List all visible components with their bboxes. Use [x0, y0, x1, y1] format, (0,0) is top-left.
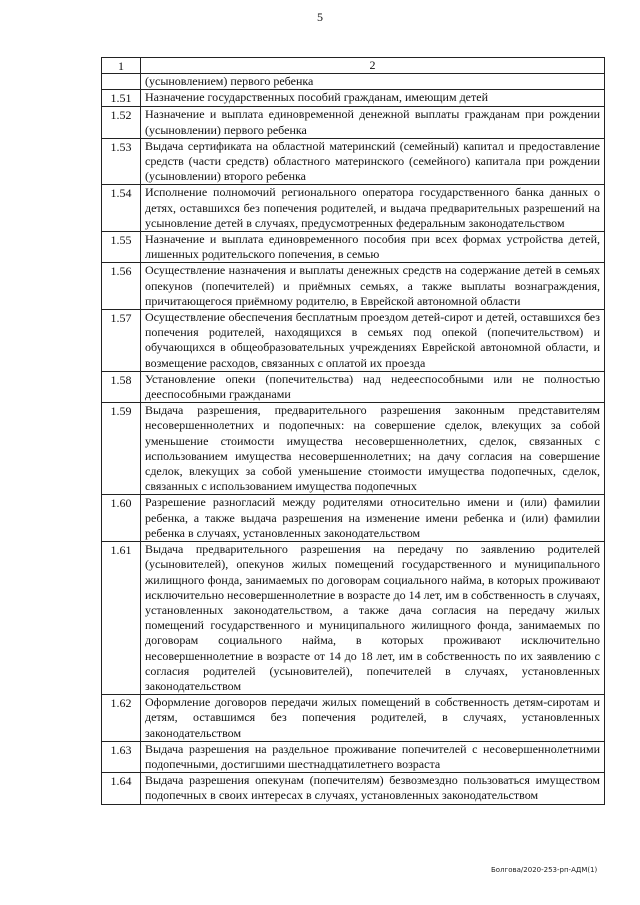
row-number: 1.62 — [102, 695, 141, 742]
row-text: Осуществление обеспечения бесплатным проездом детей-сирот и детей, оставшихся без попечения родителей, находящихся в семьях под опекой (попечительством) и обучающихся в общеобразовательных учреждениях Еврейской автономной области, и возмещение расходов, связанных с оплатой их проезда — [141, 310, 605, 372]
table-row — [102, 695, 605, 742]
row-text: Выдача разрешения опекунам (попечителям) безвозмездно пользоваться имуществом подопечных в своих интересах в случаях, установленных законодательством — [141, 773, 605, 804]
row-text: Выдача предварительного разрешения на передачу по заявлению родителей (усыновителей), опекунов жилых помещений государственного и муниципального жилищного фонда, занимаемых по договорам социального найма, в которых проживают исключительно несовершеннолетние в возрасте до 14 лет, им в собственность в случаях, установленных законодательством, а также дача согласия на передачу жилых помещений государственного и муниципального жилищного фонда, занимаемых по договорам социального найма, в которых проживают исключительно несовершеннолетние в возрасте от 14 до 18 лет, им в собственность по их заявлению с согласия родителей (усыновителей), попечителей в случаях, установленных законодательством — [141, 542, 605, 695]
table-row — [102, 741, 605, 772]
row-number: 1.52 — [102, 107, 141, 138]
table-row — [102, 495, 605, 542]
table-row — [102, 403, 605, 495]
table-row — [102, 138, 605, 185]
row-number: 1.61 — [102, 542, 141, 695]
row-number: 1.56 — [102, 263, 141, 310]
table-row — [102, 232, 605, 263]
row-text: Оформление договоров передачи жилых помещений в собственность детям-сиротам и детям, оставшимся без попечения родителей, в случаях, установленных законодательством — [141, 695, 605, 742]
table-row — [102, 90, 605, 107]
row-text: Установление опеки (попечительства) над недееспособными или не полностью дееспособными гражданами — [141, 371, 605, 402]
services-table — [101, 57, 605, 805]
row-number: 1.63 — [102, 741, 141, 772]
table-row — [102, 773, 605, 804]
row-number: 1.55 — [102, 232, 141, 263]
header-col-number: 1 — [102, 58, 141, 74]
row-text: Выдача сертификата на областной материнский (семейный) капитал и предоставление средств (части средств) областного материнского (семейного) капитала при рождении (усыновлении) второго ребенка — [141, 138, 605, 185]
row-number: 1.60 — [102, 495, 141, 542]
row-text: Назначение и выплата единовременной денежной выплаты гражданам при рождении (усыновлении) первого ребенка — [141, 107, 605, 138]
row-text: Назначение и выплата единовременного пособия при всех формах устройства детей, лишенных родительского попечения, в семью — [141, 232, 605, 263]
row-text: Осуществление назначения и выплаты денежных средств на содержание детей в семьях опекунов (попечителей) и приёмных семьях, а также выплаты вознаграждения, причитающегося приёмному родителю, в Еврейской автономной области — [141, 263, 605, 310]
page-number: 5 — [317, 10, 323, 24]
table-row — [102, 371, 605, 402]
table-row — [102, 185, 605, 232]
table-row — [102, 310, 605, 372]
row-text: Выдача разрешения, предварительного разрешения законным представителям несовершеннолетних и подопечных: на совершение сделок, влекущих за собой уменьшение стоимости имущества несовершеннолетних, сделок, связанных с использованием имущества несовершеннолетних; на дачу согласия на совершение сделок, влекущих за собой уменьшение стоимости имущества подопечных, сделок, связанных с использованием имущества подопечных — [141, 403, 605, 495]
row-number: 1.54 — [102, 185, 141, 232]
row-text: Назначение государственных пособий гражданам, имеющим детей — [141, 90, 605, 107]
row-number: 1.64 — [102, 773, 141, 804]
row-text: Разрешение разногласий между родителями относительно имени и (или) фамилии ребенка, а также выдача разрешения на изменение имени ребенка и (или) фамилии ребенка в случаях, установленных законодательством — [141, 495, 605, 542]
header-col-text: 2 — [141, 58, 605, 74]
row-number: 1.51 — [102, 90, 141, 107]
row-text: Выдача разрешения на раздельное проживание попечителей с несовершеннолетними подопечными, достигшими шестнадцатилетнего возраста — [141, 741, 605, 772]
row-text: Исполнение полномочий регионального оператора государственного банка данных о детях, оставшихся без попечения родителей, и выдача предварительных разрешений на усыновление детей в случаях, предусмотренных федеральным законодательством — [141, 185, 605, 232]
table-row — [102, 263, 605, 310]
table-header-row — [102, 58, 605, 74]
row-number: 1.58 — [102, 371, 141, 402]
row-number: 1.57 — [102, 310, 141, 372]
table-row — [102, 542, 605, 695]
document-code-footer: Болгова/2020-253-рп-АДМ(1) — [491, 866, 598, 874]
row-number: 1.59 — [102, 403, 141, 495]
row-number: 1.53 — [102, 138, 141, 185]
table-row — [102, 74, 605, 90]
row-text: (усыновлением) первого ребенка — [141, 74, 605, 90]
table-row — [102, 107, 605, 138]
row-number — [102, 74, 141, 90]
